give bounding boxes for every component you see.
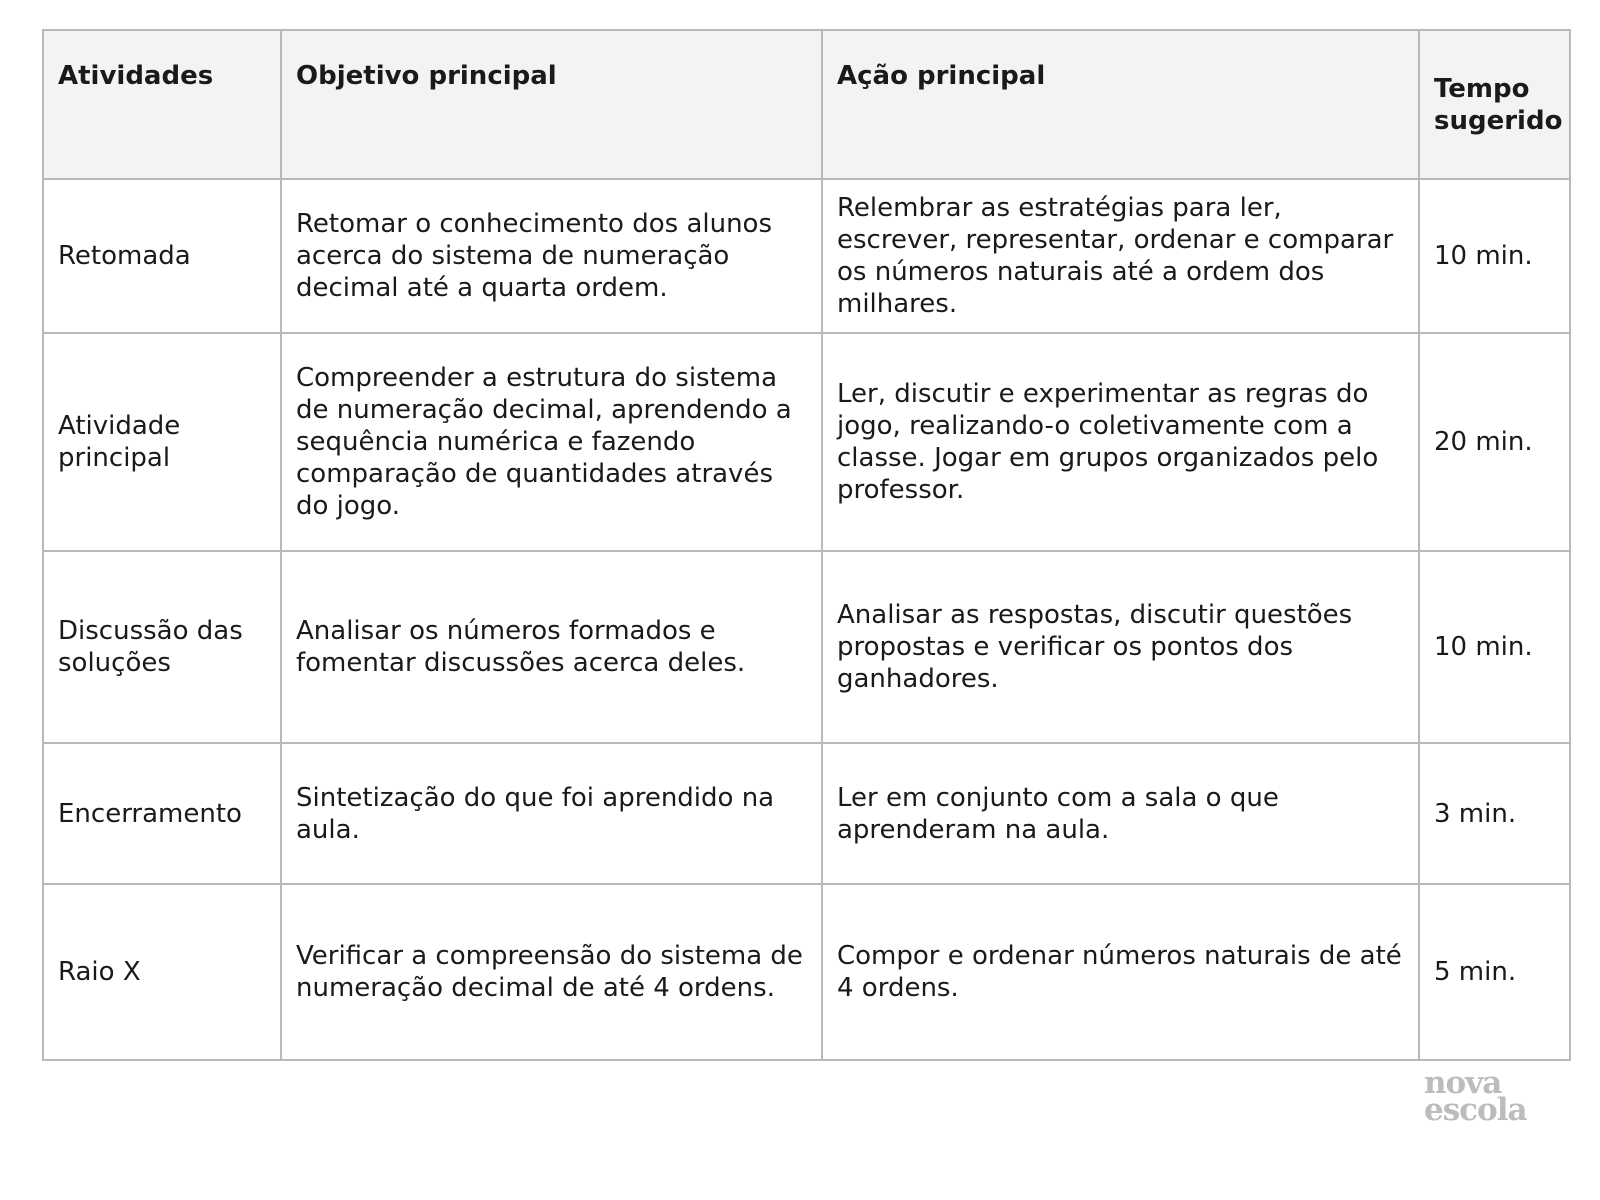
nova-escola-logo [1424,1065,1544,1128]
cell-atividade: Atividade principal [43,333,281,551]
cell-atividade: Raio X [43,884,281,1060]
cell-tempo: 5 min. [1419,884,1570,1060]
table-row [43,743,1570,884]
cell-tempo: 20 min. [1419,333,1570,551]
cell-tempo: 10 min. [1419,179,1570,333]
cell-atividade: Discussão das soluções [43,551,281,743]
cell-acao: Ler, discutir e experimentar as regras do jogo, realizando-o coletivamente com a classe. Jogar em grupos organizados pelo professor. [822,333,1419,551]
header-atividades: Atividades [43,30,281,179]
header-row [43,30,1570,179]
cell-acao: Analisar as respostas, discutir questões propostas e verificar os pontos dos ganhadores. [822,551,1419,743]
table-row [43,333,1570,551]
logo-line-escola: escola [1424,1092,1527,1128]
cell-objetivo: Sintetização do que foi aprendido na aula. [281,743,822,884]
cell-objetivo: Analisar os números formados e fomentar discussões acerca deles. [281,551,822,743]
cell-acao: Ler em conjunto com a sala o que aprenderam na aula. [822,743,1419,884]
header-acao: Ação principal [822,30,1419,179]
table-row [43,179,1570,333]
cell-objetivo: Compreender a estrutura do sistema de numeração decimal, aprendendo a sequência numérica e fazendo comparação de quantidades através do jogo. [281,333,822,551]
cell-objetivo: Retomar o conhecimento dos alunos acerca do sistema de numeração decimal até a quarta ordem. [281,179,822,333]
table-row [43,551,1570,743]
cell-objetivo: Verificar a compreensão do sistema de numeração decimal de até 4 ordens. [281,884,822,1060]
cell-acao: Relembrar as estratégias para ler, escrever, representar, ordenar e comparar os números naturais até a ordem dos milhares. [822,179,1419,333]
lesson-plan-table [42,29,1571,1061]
cell-atividade: Retomada [43,179,281,333]
cell-atividade: Encerramento [43,743,281,884]
header-tempo: Tempo sugerido [1419,30,1570,179]
table-body [43,179,1570,1060]
cell-tempo: 10 min. [1419,551,1570,743]
logo-line-nova: nova [1424,1065,1502,1101]
table-header [43,30,1570,179]
cell-acao: Compor e ordenar números naturais de até 4 ordens. [822,884,1419,1060]
table-row [43,884,1570,1060]
header-objetivo: Objetivo principal [281,30,822,179]
cell-tempo: 3 min. [1419,743,1570,884]
